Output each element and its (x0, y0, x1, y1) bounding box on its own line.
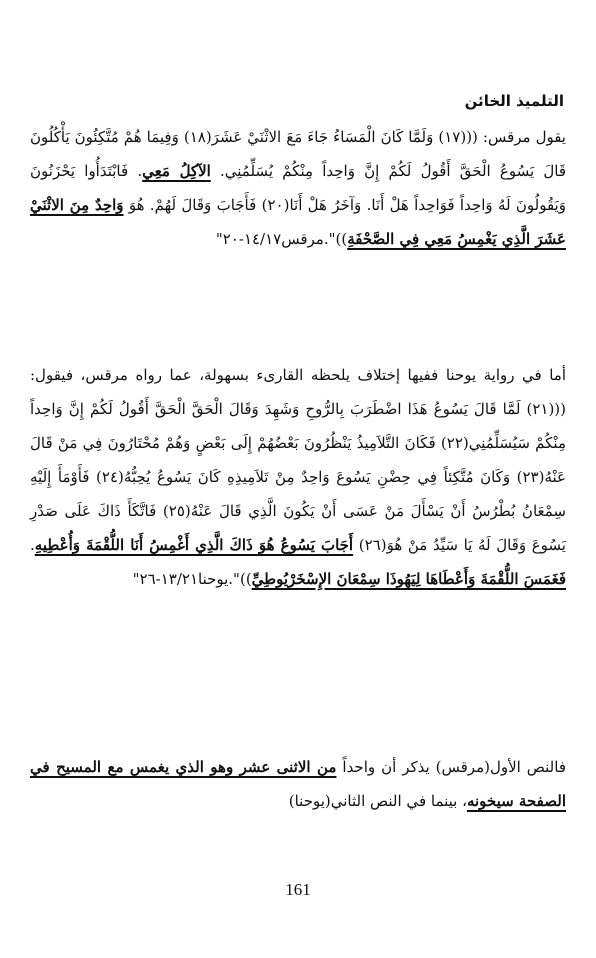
emphasized-text: فَغَمَسَ اللُّقْمَةَ وَأَعْطَاهَا لِيَهُوذَا سِمْعَانَ الإِسْخَرْيُوطِيِّ (251, 570, 566, 588)
verse-reference: ))".يوحنا١٣/٢١-٢٦" (132, 570, 252, 588)
paragraph-text: أما في رواية يوحنا ففيها إختلاف يلحظه القارىء بسهولة، عما رواه مرقس، فيقول: (((٢١) لَمَّا قَالَ يَسُوعُ هَذَا اضْطَرَبَ بِالرُّوحِ وَشَهِدَ وَقَالَ الْحَقَّ الْحَقَّ أَقُولُ لَكُمْ إِنَّ وَاحِداً مِنْكُمْ سَيُسَلِّمُنِي(٢٢) فَكَانَ التَّلاَمِيذُ يَنْظُرُونَ بَعْضُهُمْ إِلَى بَعْضٍ وَهُمْ مُحْتَارُونَ فِي مَنْ قَالَ عَنْهُ(٢٣) وَكَانَ مُتَّكِئاً فِي حِضْنِ يَسُوعَ وَاحِدٌ مِنْ تَلاَمِيذِهِ كَانَ يَسُوعُ يُحِبُّهُ(٢٤) فَأَوْمَأَ إِلَيْهِ سِمْعَانُ بُطْرُسُ أَنْ يَسْأَلَ مَنْ عَسَى أَنْ يَكُونَ الَّذِي قَالَ عَنْهُ(٢٥) فَاتَّكَأَ ذَاكَ عَلَى صَدْرِ يَسُوعَ وَقَالَ لَهُ يَا سَيِّدُ مَنْ هُوَ(٢٦) (30, 366, 566, 554)
paragraph-john-quote (30, 358, 566, 596)
paragraph-comparison (30, 750, 566, 818)
emphasized-text: الآكِلُ مَعِي (142, 162, 211, 180)
verse-reference: ))".مرقس١٤/١٧-٢٠" (215, 230, 348, 248)
paragraph-text: . (30, 536, 35, 554)
paragraph-text: . فَابْتَدَأُوا يَحْزَنُونَ وَيَقُولُونَ لَهُ وَاحِداً فَوَاحِداً هَلْ أَنَا. وَآخَرُ هَلْ أَنَا(٢٠) فَأَجَابَ وَقَالَ لَهُمْ. هُوَ (30, 162, 566, 214)
emphasized-text: وَاحِدٌ مِنَ الاثْنَيْ عَشَرَ الَّذِي يَغْمِسُ مَعِي فِي الصَّحْفَةِ (30, 196, 566, 248)
paragraph-mark-quote (30, 120, 566, 256)
paragraph-text: فالنص الأول(مرقس) يذكر أن واحداً (336, 758, 566, 776)
emphasized-text: أَجَابَ يَسُوعُ هُوَ ذَاكَ الَّذِي أَغْمِسُ أَنَا اللُّقْمَةَ وَأُعْطِيهِ (34, 536, 354, 554)
paragraph-text: يقول مرقس: (((١٧) وَلَمَّا كَانَ الْمَسَاءُ جَاءَ مَعَ الاثْنَيْ عَشَرَ(١٨) وَفِيمَا هُمْ مُتَّكِئُونَ يَأْكُلُونَ قَالَ يَسُوعُ الْحَقَّ أَقُولُ لَكُمْ إِنَّ وَاحِداً مِنْكُمْ يُسَلِّمُنِي. (30, 128, 566, 180)
section-heading: التلميذ الخائن (464, 92, 564, 110)
emphasized-text: من الاثنى عشر وهو الذي يغمس مع المسيح في الصفحة سيخونه (30, 758, 566, 810)
paragraph-text: ، بينما في النص الثاني(يوحنا) (288, 792, 467, 810)
page-number: 161 (285, 880, 311, 899)
